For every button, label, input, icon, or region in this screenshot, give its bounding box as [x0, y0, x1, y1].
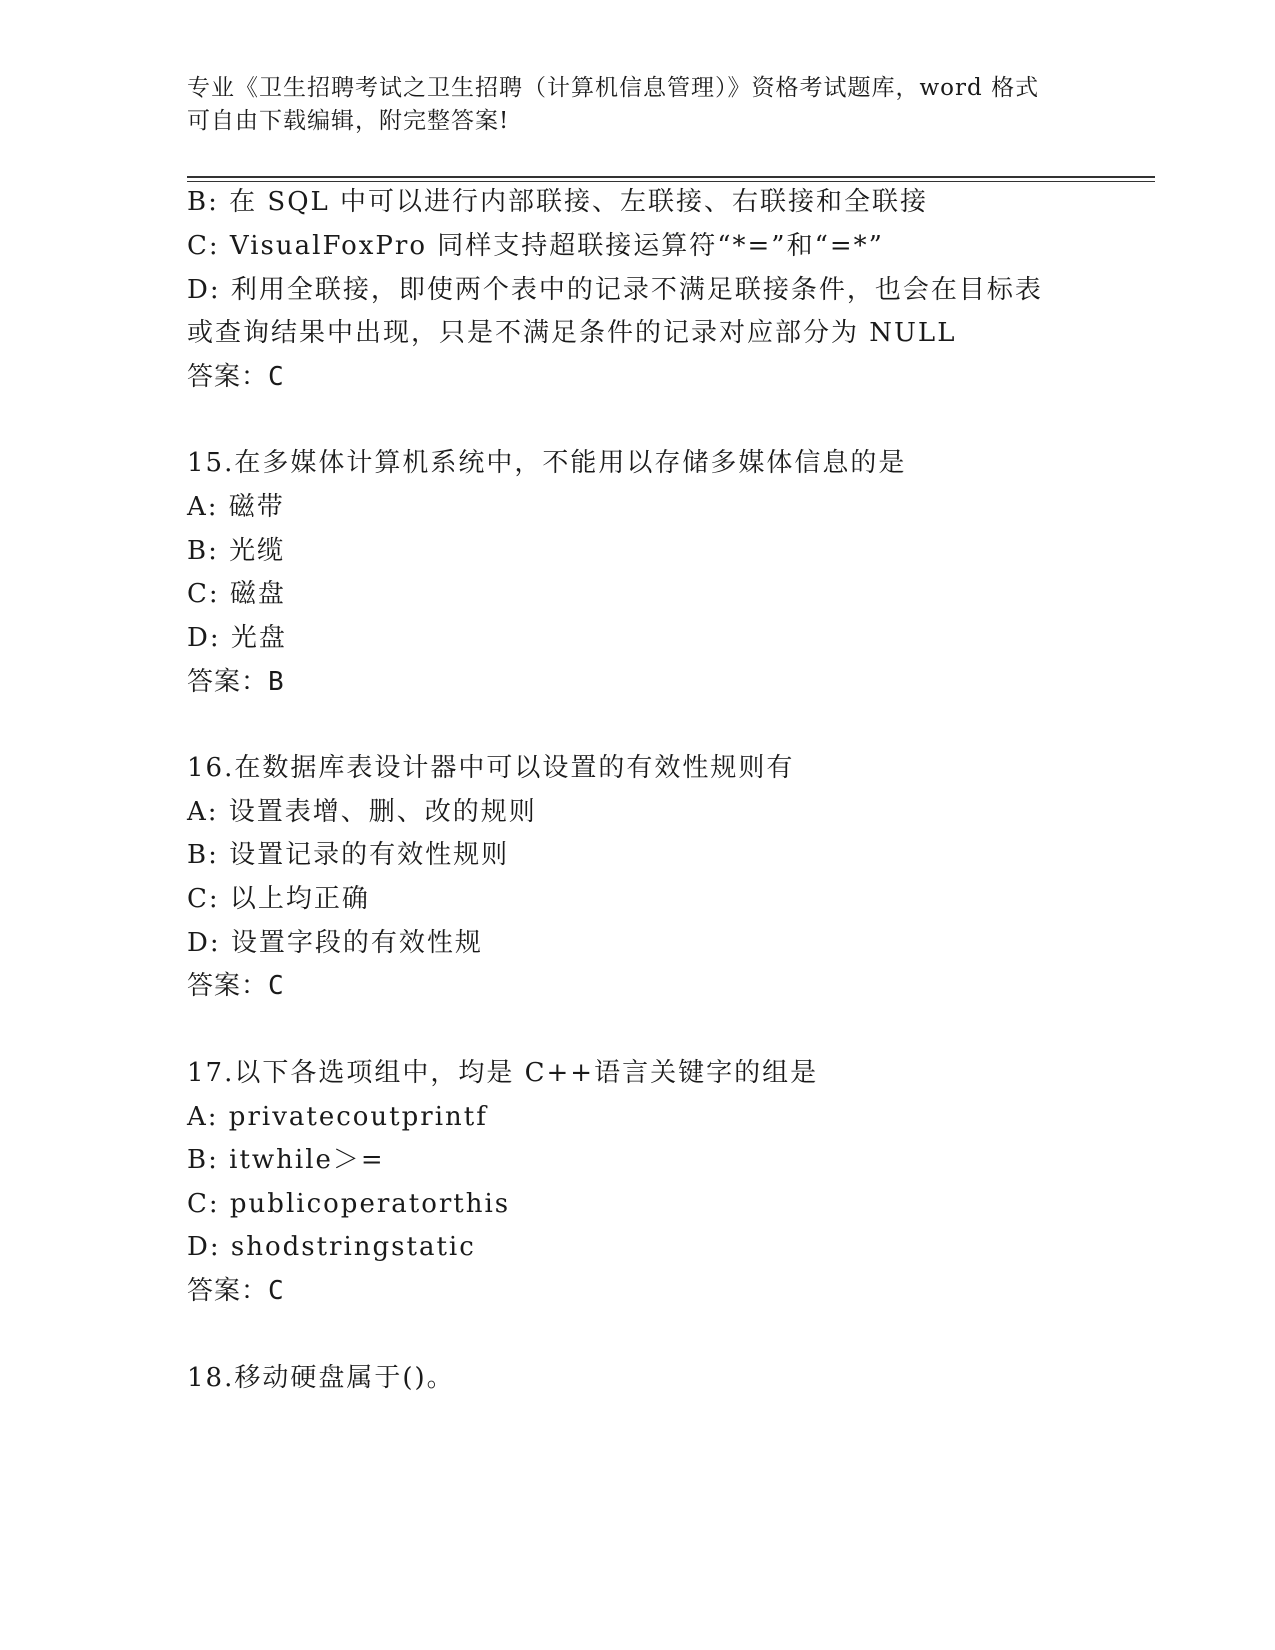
q17-option-d: D: shodstringstatic — [187, 1232, 476, 1262]
q14-answer — [187, 360, 285, 394]
q15-option-c: C: 磁盘 — [187, 579, 286, 609]
q14-option-b: B: 在 SQL 中可以进行内部联接、左联接、右联接和全联接 — [187, 187, 929, 217]
q17-answer — [187, 1274, 285, 1308]
q18-question: 18.移动硬盘属于()。 — [187, 1363, 455, 1393]
q15-answer — [187, 665, 285, 699]
answer-label: 答案： — [187, 1276, 269, 1306]
document-header — [187, 72, 1067, 138]
q16-answer — [187, 969, 285, 1003]
q14-option-d-continued: 或查询结果中出现，只是不满足条件的记录对应部分为 NULL — [187, 318, 957, 348]
answer-value: C — [268, 1276, 285, 1306]
q16-question: 16.在数据库表设计器中可以设置的有效性规则有 — [187, 753, 795, 783]
q17-option-c: C: publicoperatorthis — [187, 1189, 511, 1219]
answer-value: C — [268, 971, 285, 1001]
q14-option-c: C: VisualFoxPro 同样支持超联接运算符“*=”和“=*” — [187, 231, 884, 261]
q17-option-a: A: privatecoutprintf — [187, 1102, 488, 1132]
header-line-2: 可自由下载编辑，附完整答案! — [187, 108, 510, 134]
answer-label: 答案： — [187, 971, 269, 1001]
q15-option-b: B: 光缆 — [187, 536, 286, 566]
header-line-1: 专业《卫生招聘考试之卫生招聘（计算机信息管理）》资格考试题库，word 格式 — [187, 75, 1040, 101]
q16-option-d: D: 设置字段的有效性规 — [187, 928, 483, 958]
q14-option-d: D: 利用全联接，即使两个表中的记录不满足联接条件，也会在目标表 — [187, 275, 1043, 305]
q15-option-d: D: 光盘 — [187, 623, 287, 653]
q16-option-c: C: 以上均正确 — [187, 884, 370, 914]
q15-question: 15.在多媒体计算机系统中，不能用以存储多媒体信息的是 — [187, 448, 907, 478]
q15-option-a: A: 磁带 — [187, 492, 285, 522]
q16-option-a: A: 设置表增、删、改的规则 — [187, 797, 537, 827]
header-divider-thick — [187, 176, 1155, 178]
answer-value: C — [268, 362, 285, 392]
answer-value: B — [268, 667, 285, 697]
answer-label: 答案： — [187, 362, 269, 392]
q17-question: 17.以下各选项组中，均是 C++语言关键字的组是 — [187, 1058, 819, 1088]
header-divider-thin — [187, 181, 1155, 182]
answer-label: 答案： — [187, 667, 269, 697]
q17-option-b: B: itwhile＞= — [187, 1145, 385, 1175]
q16-option-b: B: 设置记录的有效性规则 — [187, 840, 510, 870]
